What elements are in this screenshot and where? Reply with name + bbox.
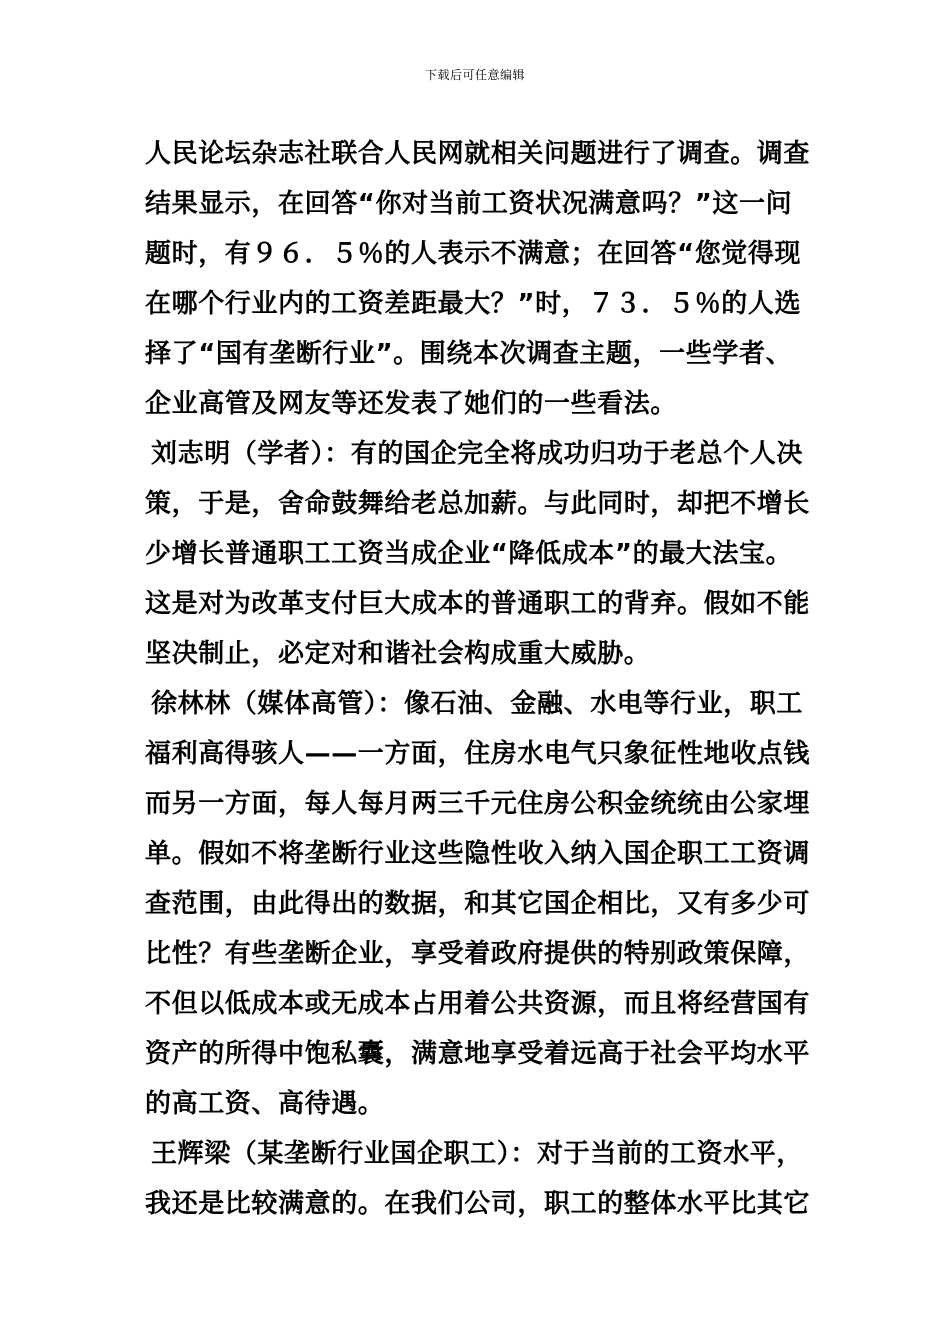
text-line: 少增长普通职工工资当成企业“降低成本”的最大法宝。 xyxy=(145,539,793,569)
text-line: 的高工资、高待遇。 xyxy=(145,1089,385,1119)
text-line: 比性？有些垄断企业，享受着政府提供的特别政策保障， xyxy=(145,939,811,969)
text-line: 资产的所得中饱私囊，满意地享受着远高于社会平均水平 xyxy=(145,1039,811,1069)
paragraph-start-liu-zhiming: 刘志明（学者）：有的国企完全将成功归功于老总个人决 xyxy=(151,439,804,469)
text-line: 查范围，由此得出的数据，和其它国企相比，又有多少可 xyxy=(145,889,811,919)
text-line: 在哪个行业内的工资差距最大？”时，７３．５％的人选 xyxy=(145,289,802,319)
paragraph-start-wang-huiliang: 王辉梁（某垄断行业国企职工）：对于当前的工资水平， xyxy=(151,1139,804,1169)
text-line: 策，于是，舍命鼓舞给老总加薪。与此同时，却把不增长 xyxy=(145,489,811,519)
text-line: 不但以低成本或无成本占用着公共资源，而且将经营国有 xyxy=(145,989,811,1019)
text-line: 单。假如不将垄断行业这些隐性收入纳入国企职工工资调 xyxy=(145,839,811,869)
text-line: 题时，有９６．５％的人表示不满意；在回答“您觉得现 xyxy=(145,239,802,269)
text-line: 这是对为改革支付巨大成本的普通职工的背弃。假如不能 xyxy=(145,589,811,619)
text-line: 我还是比较满意的。在我们公司，职工的整体水平比其它 xyxy=(145,1189,811,1219)
text-line: 择了“国有垄断行业”。围绕本次调查主题，一些学者、 xyxy=(145,339,793,369)
page-header: 下载后可任意编辑 xyxy=(424,68,525,82)
text-line: 而另一方面，每人每月两三千元住房公积金统统由公家埋 xyxy=(145,789,811,819)
paragraph-start-xu-linlin: 徐林林（媒体高管）：像石油、金融、水电等行业，职工 xyxy=(151,689,804,719)
text-line: 福利高得骇人——一方面，住房水电气只象征性地收点钱 xyxy=(145,739,811,769)
text-line: 坚决制止，必定对和谐社会构成重大威胁。 xyxy=(145,639,651,669)
text-line: 人民论坛杂志社联合人民网就相关问题进行了调查。调查 xyxy=(145,139,811,169)
text-line: 企业高管及网友等还发表了她们的一些看法。 xyxy=(145,389,678,419)
body-text xyxy=(145,129,825,1229)
text-line: 结果显示，在回答“你对当前工资状况满意吗？”这一问 xyxy=(145,189,793,219)
